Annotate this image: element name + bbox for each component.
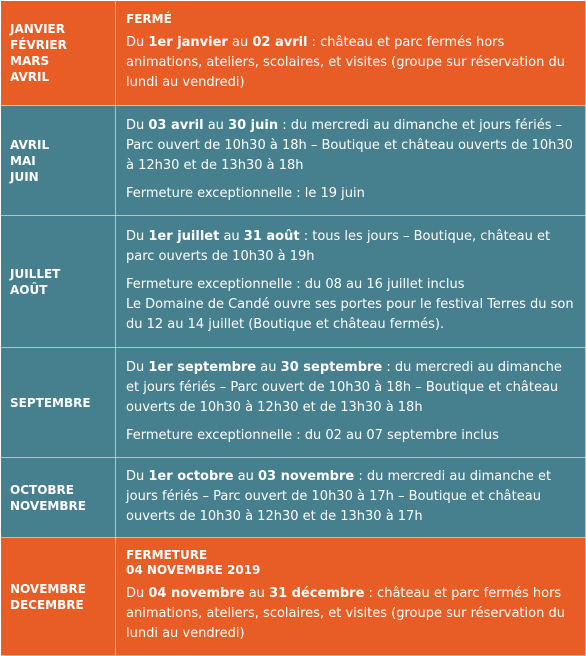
desc-prefix: Du	[126, 469, 149, 484]
month-label: OCTOBRE	[10, 482, 74, 497]
months-cell	[1, 458, 116, 538]
months-cell	[1, 348, 116, 458]
month-label: JUIN	[10, 169, 39, 184]
period-description	[126, 116, 577, 176]
desc-rest: : château et parc fermés hors animations, ateliers, scolaires, et visites (groupe sur réservation du lundi au vendredi)	[126, 35, 565, 90]
start-date: 1er septembre	[148, 360, 257, 375]
desc-mid: au	[203, 118, 229, 133]
exceptional-closure-note	[126, 275, 577, 335]
desc-prefix: Du	[126, 35, 149, 50]
month-label: AOÛT	[10, 282, 48, 297]
months-cell	[1, 538, 116, 656]
desc-rest: : du mercredi au dimanche et jours fériés – Parc ouvert de 10h30 à 17h – Boutique et château ouverts de 10h30 à 12h30 et de 13h30 à 17h	[126, 469, 552, 524]
heading-line: FERMETURE	[126, 548, 208, 562]
period-row-sep	[1, 348, 586, 458]
note-line: Fermeture exceptionnelle : du 02 au 07 septembre inclus	[126, 428, 499, 443]
month-label: DECEMBRE	[10, 597, 84, 612]
end-date: 31 décembre	[269, 586, 365, 601]
period-row-oct-nov	[1, 458, 586, 538]
start-date: 1er juillet	[148, 229, 220, 244]
month-label: MARS	[10, 54, 50, 68]
desc-prefix: Du	[126, 360, 149, 375]
period-info	[116, 538, 586, 656]
period-description	[126, 227, 577, 267]
start-date: 03 avril	[148, 118, 204, 133]
month-label: NOVEMBRE	[10, 498, 86, 513]
period-description	[126, 358, 577, 418]
start-date: 1er janvier	[148, 35, 228, 50]
desc-prefix: Du	[126, 586, 149, 601]
desc-mid: au	[244, 586, 270, 601]
month-label: FÉVRIER	[10, 38, 67, 52]
period-row-jul-aug	[1, 216, 586, 348]
month-label: AVRIL	[10, 70, 50, 84]
end-date: 31 août	[243, 229, 300, 244]
month-label: SEPTEMBRE	[10, 395, 91, 410]
desc-mid: au	[256, 360, 281, 375]
period-heading	[126, 12, 577, 27]
exceptional-closure-note	[126, 184, 577, 204]
desc-rest: : château et parc fermés hors animations, ateliers, scolaires, et visites (groupe sur réservation du lundi au vendredi)	[126, 586, 565, 641]
note-line: Fermeture exceptionnelle : du 08 au 16 juillet inclus	[126, 277, 465, 292]
month-label: NOVEMBRE	[10, 581, 86, 596]
heading-line: 04 NOVEMBRE 2019	[126, 563, 261, 577]
period-row-nov-dec	[1, 538, 586, 656]
desc-mid: au	[227, 35, 253, 50]
desc-prefix: Du	[126, 229, 149, 244]
end-date: 02 avril	[252, 35, 308, 50]
desc-mid: au	[219, 229, 244, 244]
month-label: JUILLET	[10, 266, 61, 281]
desc-mid: au	[233, 469, 258, 484]
exceptional-closure-note	[126, 426, 577, 446]
period-info	[116, 216, 586, 348]
heading-line: FERMÉ	[126, 12, 172, 26]
desc-rest: : du mercredi au dimanche et jours fériés – Parc ouvert de 10h30 à 18h – Boutique et château ouverts de 10h30 à 12h30 et de 13h30 à 18h	[126, 118, 573, 173]
months-cell	[1, 106, 116, 216]
end-date: 30 septembre	[280, 360, 383, 375]
end-date: 03 novembre	[258, 469, 355, 484]
end-date: 30 juin	[228, 118, 279, 133]
period-info	[116, 1, 586, 106]
period-info	[116, 106, 586, 216]
period-description	[126, 584, 577, 644]
months-cell	[1, 216, 116, 348]
note-line: Fermeture exceptionnelle : le 19 juin	[126, 186, 365, 201]
desc-rest: : du mercredi au dimanche et jours fériés – Parc ouvert de 10h30 à 18h – Boutique et château ouverts de 10h30 à 12h30 et de 13h30 à 18h	[126, 360, 562, 415]
period-info	[116, 458, 586, 538]
desc-prefix: Du	[126, 118, 149, 133]
desc-rest: : tous les jours – Boutique, château et parc ouverts de 10h30 à 19h	[126, 229, 551, 264]
month-label: JANVIER	[10, 22, 65, 36]
note-line: Le Domaine de Candé ouvre ses portes pour le festival Terres du son du 12 au 14 juillet (Boutique et château fermés).	[126, 297, 574, 332]
start-date: 1er octobre	[148, 469, 234, 484]
period-row-jan-apr	[1, 1, 586, 106]
period-description	[126, 467, 577, 527]
period-row-apr-jun	[1, 106, 586, 216]
period-info	[116, 348, 586, 458]
month-label: AVRIL	[10, 137, 50, 152]
period-description	[126, 33, 577, 93]
months-cell	[1, 1, 116, 106]
start-date: 04 novembre	[148, 586, 245, 601]
period-heading	[126, 548, 577, 578]
month-label: MAI	[10, 153, 36, 168]
